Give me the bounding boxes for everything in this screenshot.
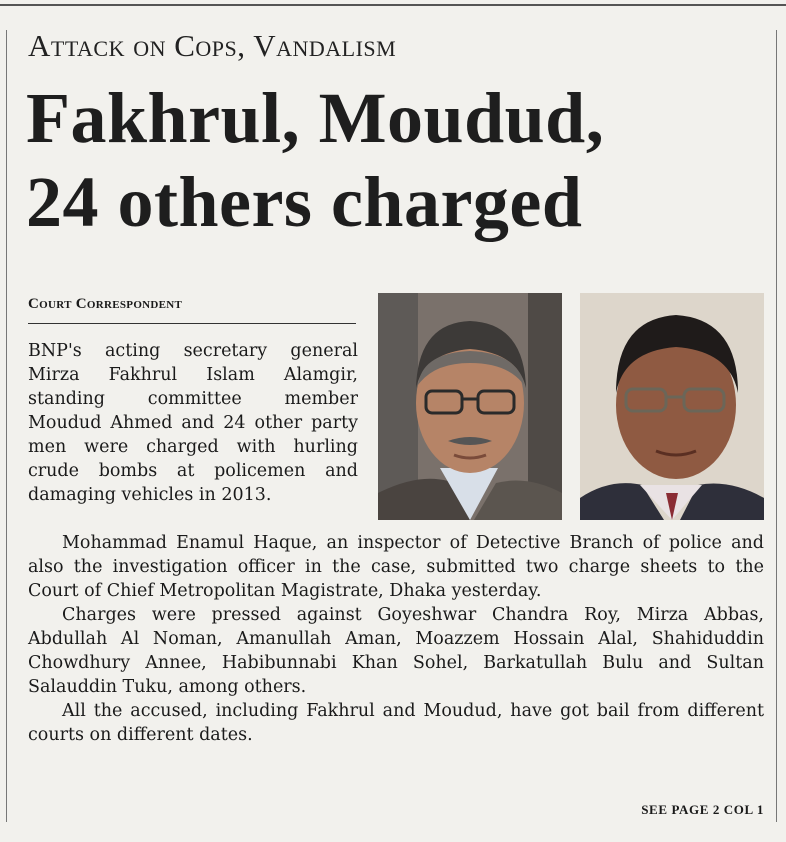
kicker: Attack on Cops, Vandalism	[28, 28, 397, 63]
intro-paragraph	[28, 339, 358, 507]
left-column-rule	[6, 30, 7, 822]
photo-fakhrul	[378, 293, 562, 520]
right-column-rule	[776, 30, 777, 822]
intro-text: BNP's acting secretary general Mirza Fakhrul Islam Alamgir, standing committee member Moudud Ahmed and 24 other party men were charged with hurling crude bombs at policemen and damaging vehicles in 2013.	[28, 341, 358, 505]
photo-moudud	[580, 293, 764, 520]
headline-line-2: 24 others charged	[26, 162, 583, 242]
headline	[26, 76, 766, 244]
top-rule	[0, 4, 786, 6]
article-paragraph-1: Mohammad Enamul Haque, an inspector of Detective Branch of police and also the investigation officer in the case, submitted two charge sheets to the Court of Chief Metropolitan Magistrate, Dhaka yesterday.	[28, 533, 764, 601]
article-paragraph-3: All the accused, including Fakhrul and Moudud, have got bail from different courts on different dates.	[28, 701, 764, 745]
byline-rule	[28, 323, 356, 324]
portrait-illustration-2	[580, 293, 764, 520]
article-paragraph-2: Charges were pressed against Goyeshwar Chandra Roy, Mirza Abbas, Abdullah Al Noman, Amanullah Aman, Moazzem Hossain Alal, Shahiduddin Chowdhury Annee, Habibunnabi Khan Sohel, Barkatullah Bulu and Sultan Salauddin Tuku, among others.	[28, 605, 764, 697]
portrait-illustration-1	[378, 293, 562, 520]
headline-line-1: Fakhrul, Moudud,	[26, 78, 605, 158]
jump-line: SEE PAGE 2 COL 1	[641, 802, 764, 817]
article-body	[28, 531, 764, 747]
byline: Court Correspondent	[28, 296, 183, 312]
